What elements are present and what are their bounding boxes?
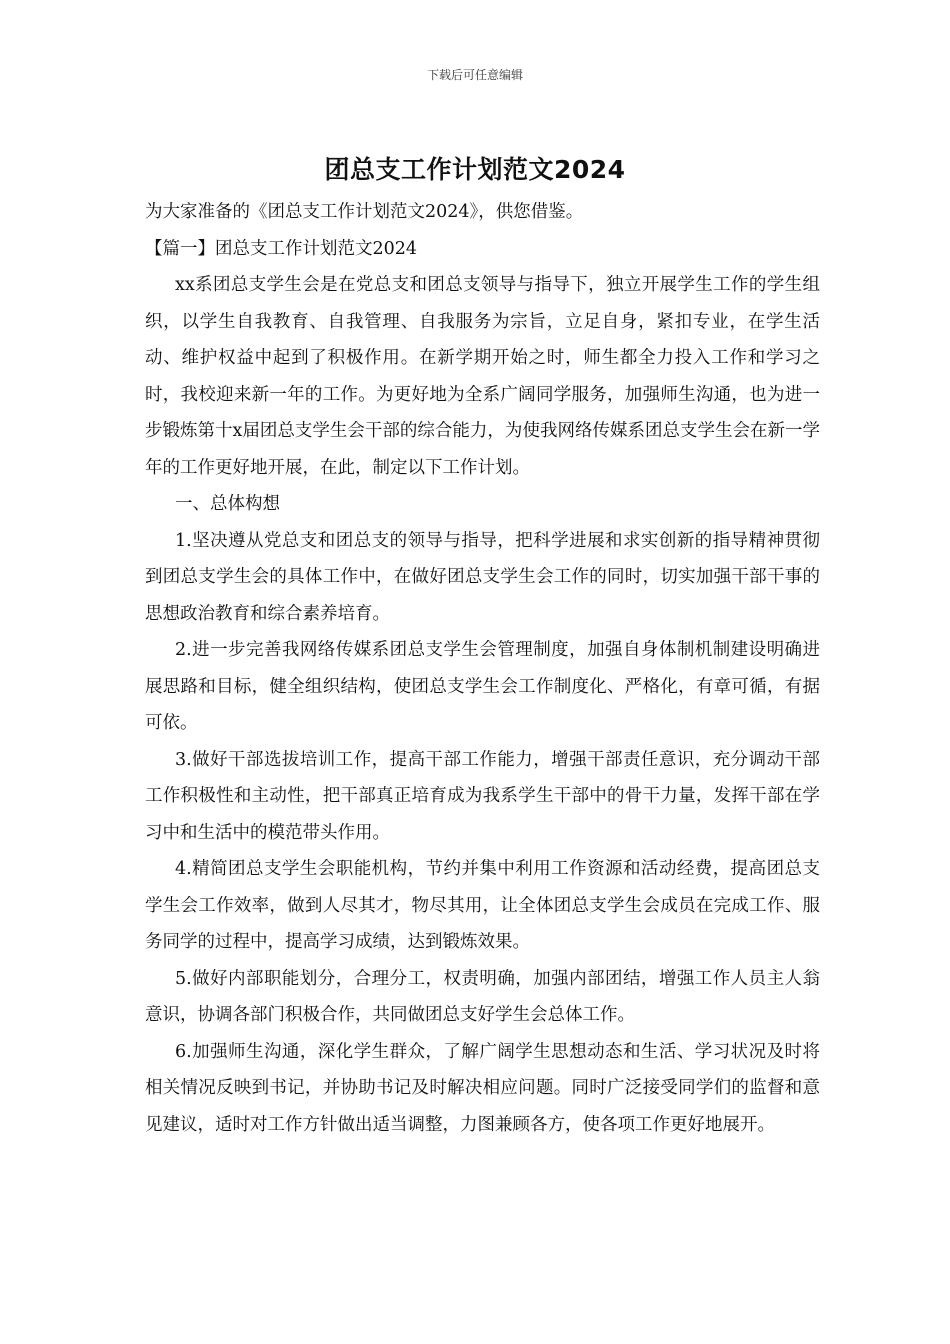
page-header-note: 下载后可任意编辑: [426, 68, 523, 82]
document-title: 团总支工作计划范文2024: [324, 155, 626, 184]
body-paragraph: 1.坚决遵从党总支和团总支的领导与指导，把科学进展和求实创新的指导精神贯彻到团总支学生会的具体工作中，在做好团总支学生会工作的同时，切实加强干部干事的思想政治教育和综合素养培育。: [145, 530, 820, 624]
section-heading: 【篇一】团总支工作计划范文2024: [145, 238, 418, 259]
intro-paragraph: 为大家准备的《团总支工作计划范文2024》，供您借鉴。: [145, 202, 584, 222]
body-paragraph: 3.做好干部选拔培训工作，提高干部工作能力，增强干部责任意识，充分调动干部工作积极性和主动性，把干部真正培育成为我系学生干部中的骨干力量，发挥干部在学习中和生活中的模范带头作用。: [145, 749, 820, 843]
body-paragraph: 5.做好内部职能划分，合理分工，权责明确，加强内部团结，增强工作人员主人翁意识，协调各部门积极合作，共同做团总支好学生会总体工作。: [145, 968, 820, 1025]
document-body: [145, 194, 820, 1143]
subsection-heading: 一、总体构想: [175, 494, 280, 514]
body-paragraph: 6.加强师生沟通，深化学生群众，了解广阔学生思想动态和生活、学习状况及时将相关情况反映到书记，并协助书记及时解决相应问题。同时广泛接受同学们的监督和意见建议，适时对工作方针做出适当调整，力图兼顾各方，使各项工作更好地展开。: [145, 1041, 820, 1135]
body-paragraph: xx系团总支学生会是在党总支和团总支领导与指导下，独立开展学生工作的学生组织，以学生自我教育、自我管理、自我服务为宗旨，立足自身，紧扣专业，在学生活动、维护权益中起到了积极作用。在新学期开始之时，师生都全力投入工作和学习之时，我校迎来新一年的工作。为更好地为全系广阔同学服务，加强师生沟通，也为进一步锻炼第十x届团总支学生会干部的综合能力，为使我网络传媒系团总支学生会在新一学年的工作更好地开展，在此，制定以下工作计划。: [145, 275, 820, 478]
body-paragraph: 2.进一步完善我网络传媒系团总支学生会管理制度，加强自身体制机制建设明确进展思路和目标，健全组织结构，使团总支学生会工作制度化、严格化，有章可循，有据可依。: [145, 640, 820, 733]
body-paragraph: 4.精简团总支学生会职能机构，节约并集中利用工作资源和活动经费，提高团总支学生会工作效率，做到人尽其才，物尽其用，让全体团总支学生会成员在完成工作、服务同学的过程中，提高学习成绩，达到锻炼效果。: [145, 859, 820, 952]
